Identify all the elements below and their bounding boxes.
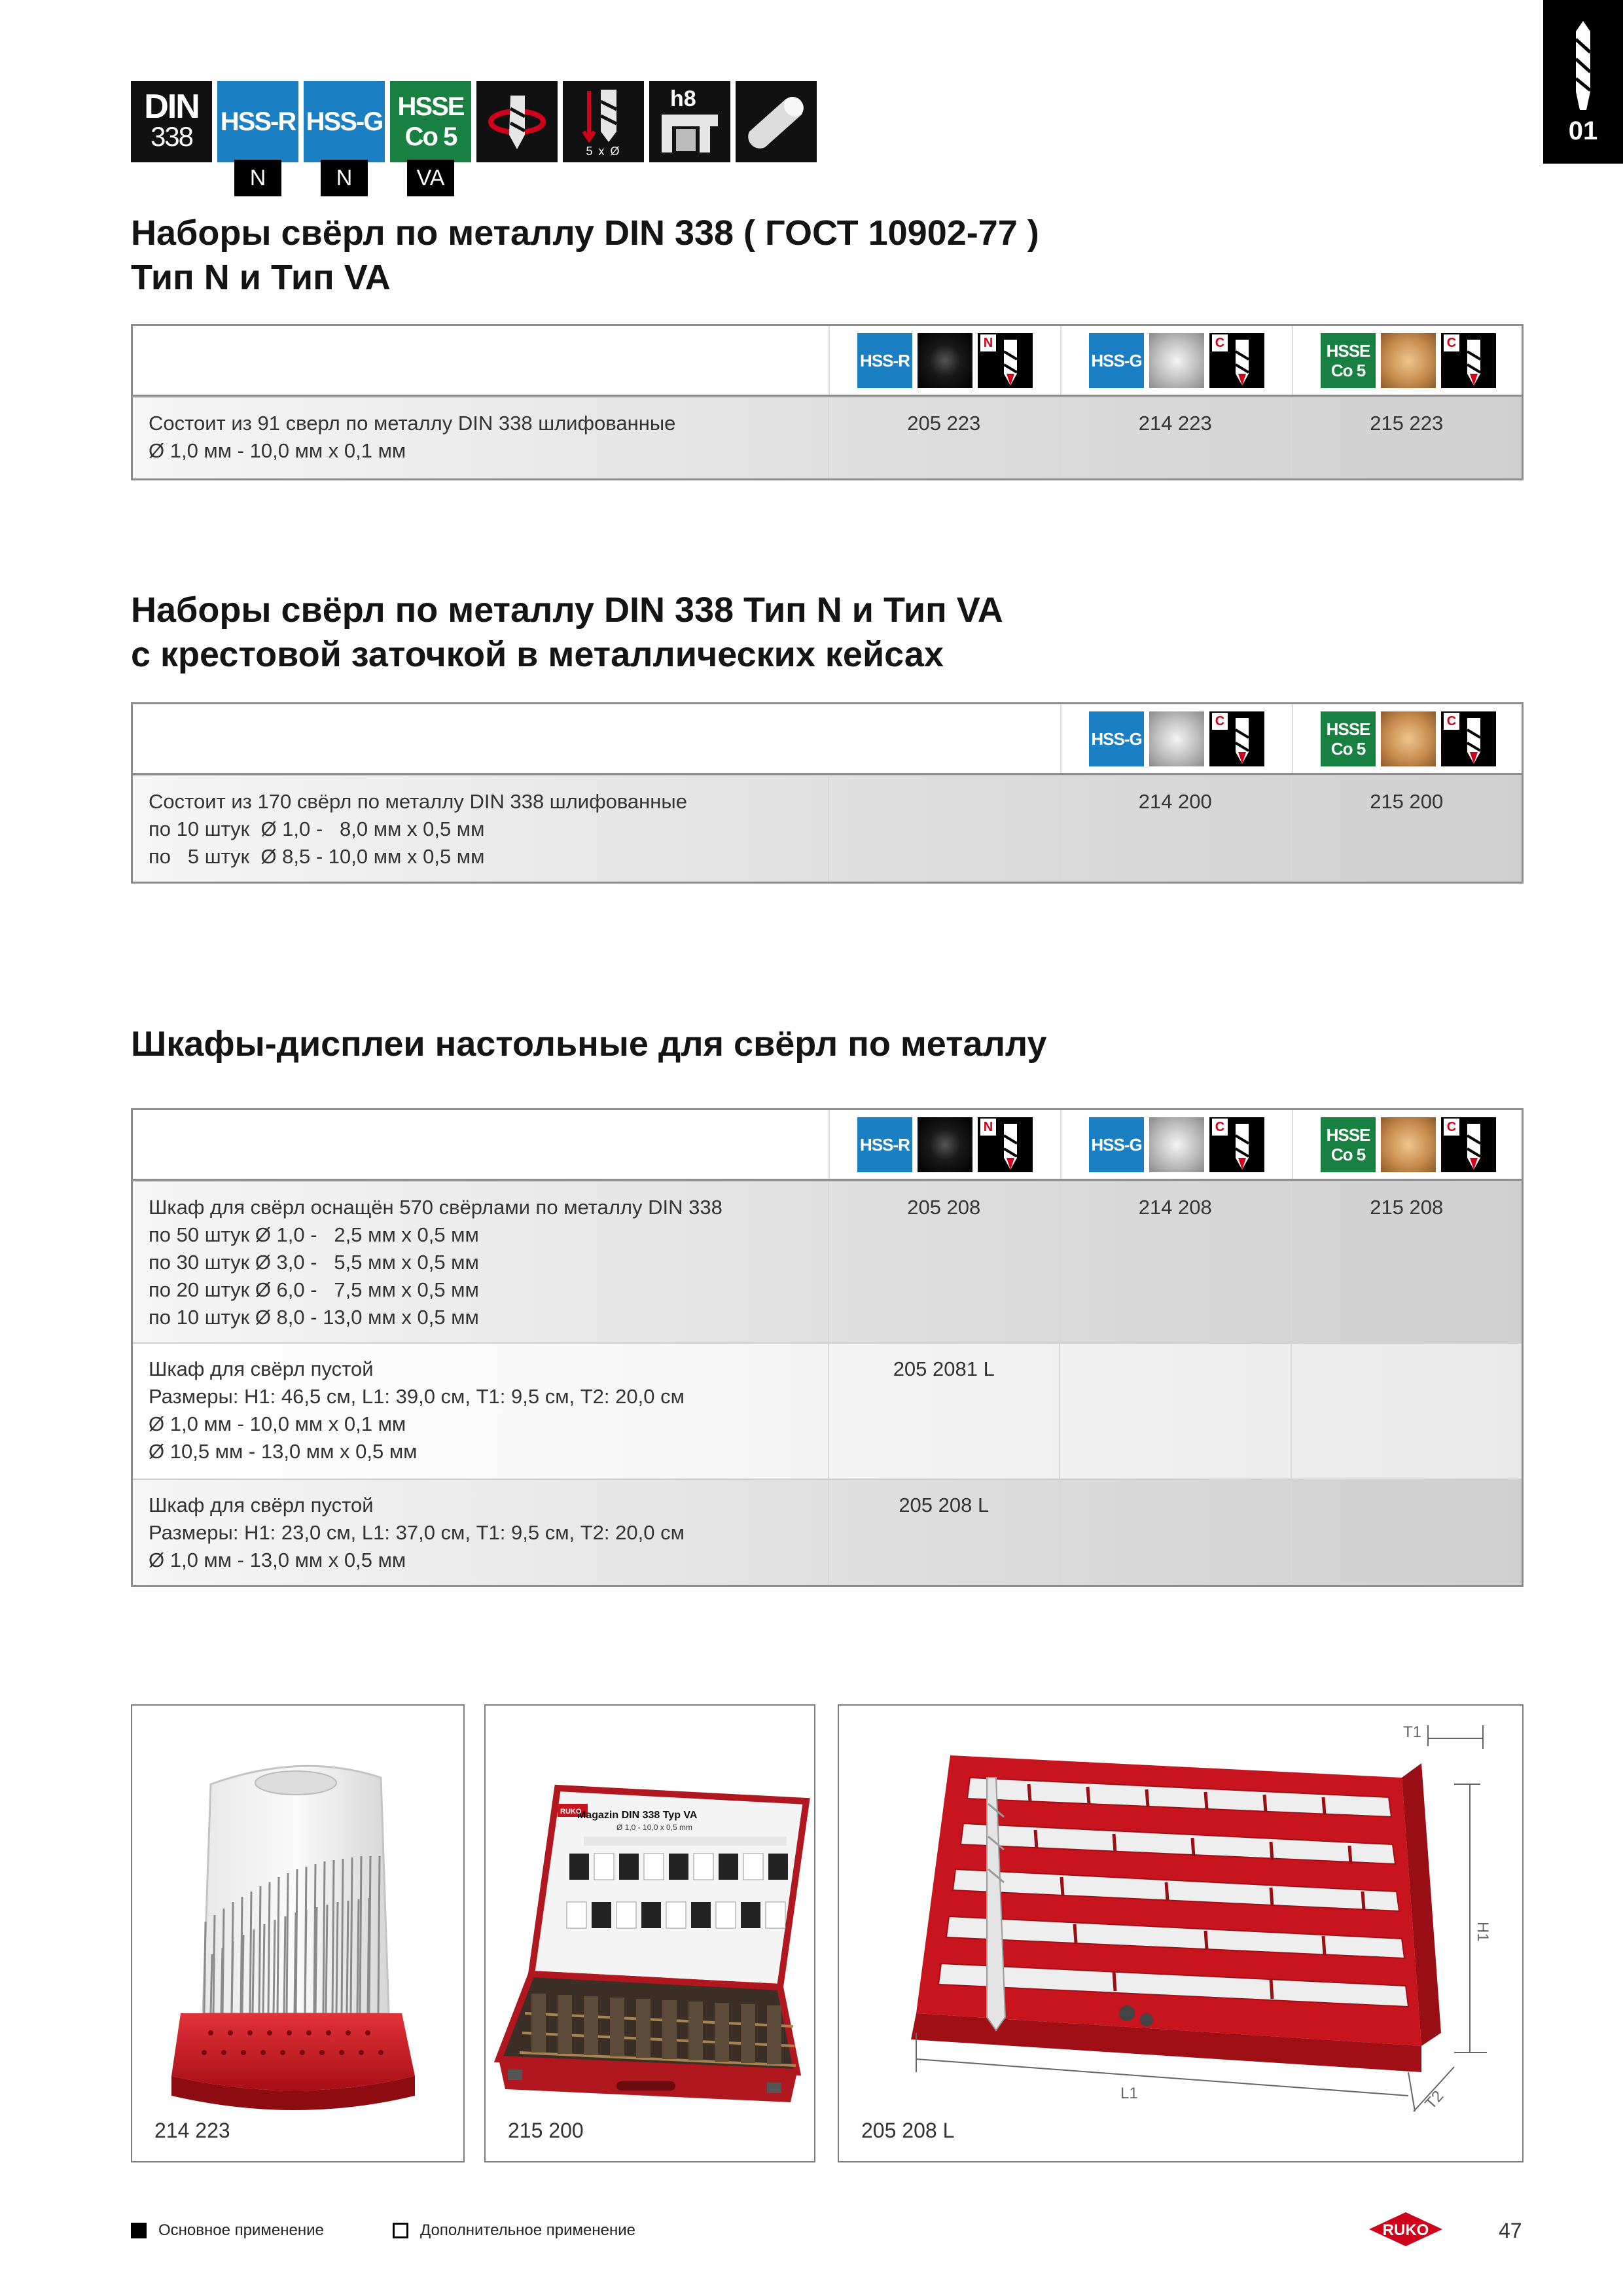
desc-line: Шкаф для свёрл оснащён 570 свёрлами по металлу DIN 338: [149, 1196, 722, 1219]
hsse-badge-line-1: HSSE: [1326, 719, 1370, 739]
col-hsse-header: [1292, 704, 1524, 773]
tip-c-icon: [1441, 333, 1496, 388]
desc-line: Шкаф для свёрл пустой: [149, 1494, 374, 1516]
col-hss-g-header: [1060, 1110, 1292, 1179]
tip-c-letter: C: [1444, 334, 1459, 351]
dimension-h1: H1: [1474, 1922, 1491, 1942]
article-code-hsse: 215 223: [1291, 398, 1522, 478]
row-description: [133, 1480, 828, 1585]
dimension-t2: T2: [1421, 2087, 1448, 2113]
tip-c-letter: C: [1444, 713, 1459, 730]
chapter-number: 01: [1568, 117, 1598, 145]
article-code-hsse: 215 200: [1291, 776, 1522, 882]
hsse-badge-line-2: Co 5: [1330, 738, 1366, 759]
drill-set-box-illustration: [132, 1706, 463, 2161]
hsse-badge: [1321, 711, 1376, 766]
hss-r-type: N: [234, 160, 281, 196]
tolerance-label: h8: [668, 86, 699, 112]
product-photo-display-cabinet: [838, 1704, 1524, 2162]
tip-c-letter: C: [1212, 1119, 1228, 1136]
product-photo-metal-case: [484, 1704, 815, 2162]
table-row: [133, 775, 1522, 882]
tip-c-icon: [1209, 1117, 1264, 1172]
hss-g-badge: HSS-G: [1089, 711, 1144, 766]
col-hss-r-header: [829, 326, 1060, 395]
legend-main-application: [131, 2221, 324, 2240]
article-code-hss-g: 214 200: [1059, 776, 1290, 882]
hsse-badge-line-2: Co 5: [1330, 360, 1366, 380]
table-header: [133, 1110, 1522, 1181]
row-description: [133, 1182, 828, 1342]
silver-finish-swatch: [1149, 1117, 1204, 1172]
col-hss-r-header: [829, 1110, 1060, 1179]
co5-label: Co 5: [404, 122, 457, 151]
article-code-hss-g: 214 208: [1059, 1182, 1290, 1342]
bronze-finish-swatch: [1381, 711, 1436, 766]
photo-caption: 205 208 L: [861, 2119, 955, 2142]
tip-c-icon: [1441, 1117, 1496, 1172]
article-code-hss-r: 205 208: [828, 1182, 1059, 1342]
hsse-badge-line-2: Co 5: [1330, 1144, 1366, 1164]
drill-bit-icon: [1568, 20, 1598, 111]
black-finish-swatch: [918, 1117, 972, 1172]
hsse-badge: [1321, 1117, 1376, 1172]
tolerance-h8-icon: [649, 81, 730, 162]
product-photo-drill-set-box: [131, 1704, 465, 2162]
dimension-l1: L1: [1120, 2085, 1138, 2102]
legend-extra-label: Дополнительное применение: [420, 2221, 635, 2239]
photo-caption: 215 200: [508, 2119, 584, 2142]
hss-g-badge: HSS-G: [1089, 333, 1144, 388]
tip-n-icon: [978, 333, 1033, 388]
hss-r-badge: HSS-R: [857, 1117, 912, 1172]
tip-c-letter: C: [1212, 713, 1228, 730]
display-cabinet-illustration: [839, 1706, 1522, 2161]
col-hsse-header: [1292, 326, 1524, 395]
tip-n-icon: [978, 1117, 1033, 1172]
section-1-title-line-2: Тип N и Тип VA: [131, 258, 391, 297]
desc-line: по 50 штук Ø 1,0 - 2,5 мм х 0,5 мм: [149, 1223, 479, 1246]
bronze-finish-swatch: [1381, 1117, 1436, 1172]
desc-line: по 10 штук Ø 1,0 - 8,0 мм х 0,5 мм: [149, 817, 485, 840]
bronze-finish-swatch: [1381, 333, 1436, 388]
silver-finish-swatch: [1149, 333, 1204, 388]
table-row: [133, 1479, 1522, 1585]
hss-g-badge: HSS-G: [1089, 1117, 1144, 1172]
desc-line: Состоит из 91 сверл по металлу DIN 338 шлифованные: [149, 412, 676, 435]
section-2-table: [131, 702, 1524, 884]
desc-line: Ø 1,0 мм - 10,0 мм х 0,1 мм: [149, 439, 406, 462]
tip-c-icon: [1209, 333, 1264, 388]
section-3-title-line-1: Шкафы-дисплеи настольные для свёрл по металлу: [131, 1024, 1047, 1064]
article-code-hss-r: [828, 776, 1059, 882]
case-title: Magazin DIN 338 Typ VA: [577, 1810, 698, 1821]
row-description: [133, 776, 828, 882]
table-row: [133, 1342, 1522, 1479]
desc-line: Размеры: H1: 46,5 см, L1: 39,0 см, T1: 9,5 см, T2: 20,0 см: [149, 1385, 685, 1408]
hsse-co5-icon: [390, 81, 471, 190]
hsse-badge: [1321, 333, 1376, 388]
desc-line: Размеры: H1: 23,0 см, L1: 37,0 см, T1: 9,5 см, T2: 20,0 см: [149, 1521, 685, 1544]
col-hsse-header: [1292, 1110, 1524, 1179]
hollow-square-icon: [393, 2223, 408, 2238]
ruko-logo: [1368, 2211, 1444, 2248]
hsse-type: VA: [407, 160, 454, 196]
logo-text: RUKO: [1382, 2221, 1429, 2239]
din-338-icon: [131, 81, 212, 162]
desc-line: Ø 10,5 мм - 13,0 мм х 0,5 мм: [149, 1440, 418, 1463]
metal-case-illustration: [486, 1706, 814, 2161]
cylindrical-shank-icon: [736, 81, 817, 162]
din-number: 338: [150, 121, 193, 152]
desc-line: Шкаф для свёрл пустой: [149, 1357, 374, 1380]
desc-line: Состоит из 170 свёрл по металлу DIN 338 шлифованные: [149, 790, 687, 813]
col-hss-g-header: [1060, 704, 1292, 773]
hss-r-icon: [217, 81, 298, 190]
desc-line: по 20 штук Ø 6,0 - 7,5 мм х 0,5 мм: [149, 1278, 479, 1301]
black-finish-swatch: [918, 333, 972, 388]
row-description: [133, 1344, 828, 1479]
section-2-title-line-2: с крестовой заточкой в металлических кейсах: [131, 635, 944, 674]
hsse-badge-line-1: HSSE: [1326, 340, 1370, 361]
section-2-title: [131, 588, 1003, 677]
article-code-hss-r: 205 208 L: [828, 1480, 1059, 1585]
hss-r-label: HSS-R: [220, 107, 296, 136]
table-row: [133, 1181, 1522, 1342]
tip-n-letter: N: [980, 1119, 996, 1136]
hsse-label: HSSE: [397, 92, 464, 121]
legend-main-label: Основное применение: [158, 2221, 324, 2239]
hss-g-icon: [304, 81, 385, 190]
case-brand: RUKO: [560, 1808, 582, 1816]
hss-g-label: HSS-G: [306, 107, 383, 136]
section-1-table: [131, 324, 1524, 480]
table-header: [133, 704, 1522, 775]
filled-square-icon: [131, 2223, 147, 2238]
depth-5xd-icon: [563, 81, 644, 162]
desc-line: по 30 штук Ø 3,0 - 5,5 мм х 0,5 мм: [149, 1251, 479, 1274]
dimension-t1: T1: [1403, 1723, 1422, 1741]
section-1-title: [131, 211, 1039, 300]
section-3-table: [131, 1108, 1524, 1587]
desc-line: по 5 штук Ø 8,5 - 10,0 мм х 0,5 мм: [149, 845, 485, 868]
desc-line: по 10 штук Ø 8,0 - 13,0 мм х 0,5 мм: [149, 1306, 479, 1329]
section-1-title-line-1: Наборы свёрл по металлу DIN 338 ( ГОСТ 10902-77 ): [131, 213, 1039, 253]
table-header: [133, 326, 1522, 397]
article-code-hss-r: 205 223: [828, 398, 1059, 478]
section-2-title-line-1: Наборы свёрл по металлу DIN 338 Тип N и Тип VA: [131, 590, 1003, 630]
case-subtitle: Ø 1,0 - 10,0 x 0,5 mm: [616, 1823, 693, 1832]
col-hss-g-header: [1060, 326, 1292, 395]
hsse-badge-line-1: HSSE: [1326, 1124, 1370, 1145]
article-code-hsse: 215 208: [1291, 1182, 1522, 1342]
hss-r-badge: HSS-R: [857, 333, 912, 388]
depth-label: 5 x Ø: [586, 145, 621, 158]
article-code-hss-g: [1059, 1344, 1290, 1479]
tip-c-icon: [1441, 711, 1496, 766]
desc-line: Ø 1,0 мм - 13,0 мм х 0,5 мм: [149, 1549, 406, 1571]
section-3-title: [131, 1022, 1047, 1066]
article-code-hsse: [1291, 1480, 1522, 1585]
rotation-drill-icon: [476, 81, 558, 162]
tip-c-icon: [1209, 711, 1264, 766]
article-code-hss-g: [1059, 1480, 1290, 1585]
desc-line: Ø 1,0 мм - 10,0 мм х 0,1 мм: [149, 1412, 406, 1435]
din-label: DIN: [144, 88, 199, 126]
legend-additional-application: [393, 2221, 635, 2240]
photo-caption: 214 223: [154, 2119, 230, 2142]
hss-g-type: N: [321, 160, 368, 196]
article-code-hss-g: 214 223: [1059, 398, 1290, 478]
article-code-hss-r: 205 2081 L: [828, 1344, 1059, 1479]
article-code-hsse: [1291, 1344, 1522, 1479]
chapter-tab[interactable]: [1543, 0, 1623, 164]
table-row: [133, 397, 1522, 478]
page-number: 47: [1499, 2219, 1522, 2242]
row-description: [133, 398, 828, 478]
tip-n-letter: N: [980, 334, 996, 351]
tip-c-letter: C: [1212, 334, 1228, 351]
feature-icon-strip: [131, 81, 817, 190]
tip-c-letter: C: [1444, 1119, 1459, 1136]
silver-finish-swatch: [1149, 711, 1204, 766]
